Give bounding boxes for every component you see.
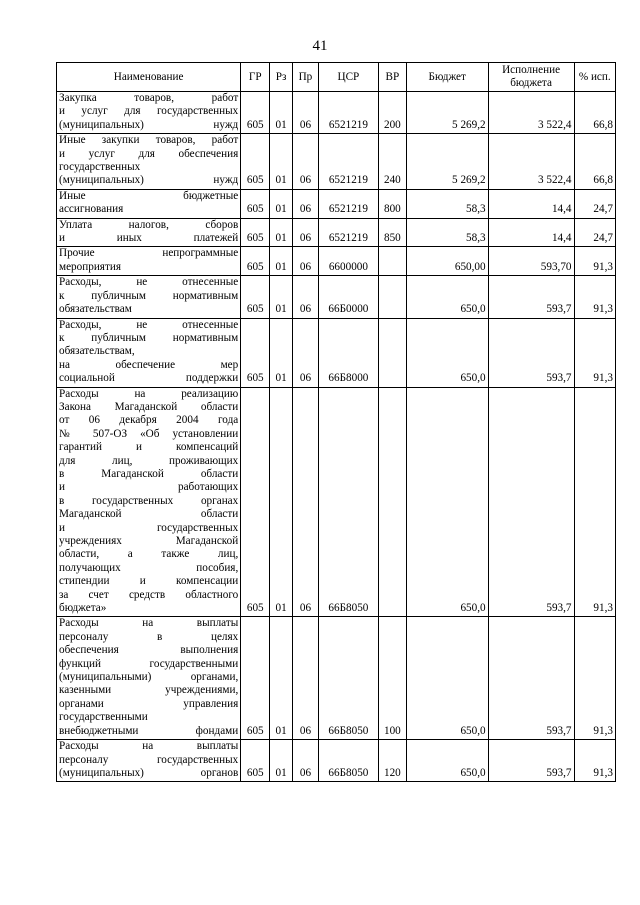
- name-line: персоналу государственных: [59, 753, 239, 766]
- execution-cell: 593,7: [488, 276, 574, 318]
- name-line: мероприятия: [59, 260, 121, 273]
- pr-cell: 06: [293, 318, 319, 387]
- rz-cell: 01: [270, 740, 293, 782]
- col-header-gr: ГР: [241, 63, 270, 92]
- name-line: государственных: [59, 161, 141, 174]
- rz-cell: 01: [270, 318, 293, 387]
- percent-cell: 91,3: [574, 276, 615, 318]
- name-line: обязательствам: [59, 303, 132, 316]
- name-line: Уплата налогов, сборов: [59, 218, 239, 231]
- name-line: за счет средств областного: [59, 588, 239, 601]
- budget-cell: 5 269,2: [406, 134, 488, 190]
- table-row: [57, 387, 616, 617]
- percent-cell: 24,7: [574, 218, 615, 247]
- execution-cell: 3 522,4: [488, 134, 574, 190]
- table-row: [57, 189, 616, 218]
- name-line: Магаданской области: [59, 508, 239, 521]
- name-line: от 06 декабря 2004 года: [59, 414, 239, 427]
- pr-cell: 06: [293, 134, 319, 190]
- percent-cell: 91,3: [574, 387, 615, 617]
- gr-cell: 605: [241, 387, 270, 617]
- csr-cell: 6521219: [318, 189, 378, 218]
- pr-cell: 06: [293, 387, 319, 617]
- rz-cell: 01: [270, 617, 293, 740]
- name-line: для лиц, проживающих: [59, 454, 239, 467]
- vr-cell: 120: [378, 740, 406, 782]
- csr-cell: 6600000: [318, 247, 378, 276]
- execution-cell: 593,70: [488, 247, 574, 276]
- name-line: и работающих: [59, 481, 239, 494]
- rz-cell: 01: [270, 276, 293, 318]
- percent-cell: 66,8: [574, 92, 615, 134]
- name-cell: [57, 276, 241, 318]
- vr-cell: [378, 276, 406, 318]
- name-line: (муниципальных) органов: [59, 766, 239, 779]
- pr-cell: 06: [293, 189, 319, 218]
- name-line: и государственных: [59, 521, 239, 534]
- name-line: бюджета»: [59, 602, 107, 615]
- name-line: Расходы на выплаты: [59, 617, 239, 630]
- execution-cell: 593,7: [488, 318, 574, 387]
- name-line: в государственных органах: [59, 494, 239, 507]
- name-line: области, а также лиц,: [59, 548, 239, 561]
- name-line: на обеспечение мер: [59, 358, 239, 371]
- name-line: и иных платежей: [59, 232, 239, 245]
- rz-cell: 01: [270, 247, 293, 276]
- gr-cell: 605: [241, 247, 270, 276]
- name-line: к публичным нормативным: [59, 289, 239, 302]
- csr-cell: 6521219: [318, 218, 378, 247]
- budget-cell: 650,00: [406, 247, 488, 276]
- name-line: Расходы, не отнесенные: [59, 318, 239, 331]
- rz-cell: 01: [270, 218, 293, 247]
- table-row: [57, 617, 616, 740]
- csr-cell: 66Б8050: [318, 387, 378, 617]
- name-cell: [57, 740, 241, 782]
- execution-cell: 14,4: [488, 189, 574, 218]
- vr-cell: [378, 247, 406, 276]
- gr-cell: 605: [241, 276, 270, 318]
- name-line: обеспечения выполнения: [59, 644, 239, 657]
- table-row: [57, 740, 616, 782]
- vr-cell: 800: [378, 189, 406, 218]
- gr-cell: 605: [241, 134, 270, 190]
- name-cell: [57, 134, 241, 190]
- csr-cell: 66Б0000: [318, 276, 378, 318]
- name-line: (муниципальных) нужд: [59, 174, 239, 187]
- budget-cell: 650,0: [406, 740, 488, 782]
- name-line: и услуг для обеспечения: [59, 147, 239, 160]
- table-row: [57, 218, 616, 247]
- budget-cell: 650,0: [406, 276, 488, 318]
- name-line: получающих пособия,: [59, 561, 239, 574]
- budget-table: [56, 62, 616, 782]
- name-line: (муниципальных) нужд: [59, 118, 239, 131]
- pr-cell: 06: [293, 617, 319, 740]
- budget-cell: 650,0: [406, 387, 488, 617]
- pr-cell: 06: [293, 92, 319, 134]
- rz-cell: 01: [270, 387, 293, 617]
- pr-cell: 06: [293, 740, 319, 782]
- csr-cell: 66Б8000: [318, 318, 378, 387]
- gr-cell: 605: [241, 92, 270, 134]
- col-header-vr: ВР: [378, 63, 406, 92]
- name-line: в Магаданской области: [59, 467, 239, 480]
- gr-cell: 605: [241, 318, 270, 387]
- pr-cell: 06: [293, 218, 319, 247]
- name-line: гарантий и компенсаций: [59, 441, 239, 454]
- name-line: и услуг для государственных: [59, 105, 239, 118]
- vr-cell: 200: [378, 92, 406, 134]
- name-cell: [57, 617, 241, 740]
- vr-cell: 100: [378, 617, 406, 740]
- budget-cell: 58,3: [406, 218, 488, 247]
- name-line: Иные бюджетные: [59, 189, 239, 202]
- header-row: [57, 63, 616, 92]
- table-row: [57, 134, 616, 190]
- name-line: № 507-ОЗ «Об установлении: [59, 427, 239, 440]
- col-header-rz: Рз: [270, 63, 293, 92]
- vr-cell: [378, 387, 406, 617]
- table-header: [57, 63, 616, 92]
- table-row: [57, 92, 616, 134]
- percent-cell: 91,3: [574, 247, 615, 276]
- gr-cell: 605: [241, 218, 270, 247]
- name-line: стипендии и компенсации: [59, 575, 239, 588]
- name-line: ассигнования: [59, 203, 124, 216]
- name-line: Закупка товаров, работ: [59, 92, 239, 104]
- table-row: [57, 247, 616, 276]
- name-line: социальной поддержки: [59, 372, 239, 385]
- name-line: государственными: [59, 711, 148, 724]
- percent-cell: 66,8: [574, 134, 615, 190]
- name-line: учреждениях Магаданской: [59, 535, 239, 547]
- name-line: обязательствам,: [59, 345, 135, 358]
- name-line: функций государственными: [59, 657, 239, 670]
- col-header-pr: Пр: [293, 63, 319, 92]
- budget-cell: 58,3: [406, 189, 488, 218]
- csr-cell: 6521219: [318, 92, 378, 134]
- name-cell: [57, 318, 241, 387]
- name-line: Расходы на выплаты: [59, 740, 239, 753]
- name-line: к публичным нормативным: [59, 331, 239, 344]
- name-line: Расходы, не отнесенные: [59, 276, 239, 289]
- rz-cell: 01: [270, 189, 293, 218]
- pr-cell: 06: [293, 247, 319, 276]
- execution-cell: 593,7: [488, 617, 574, 740]
- name-cell: [57, 247, 241, 276]
- gr-cell: 605: [241, 189, 270, 218]
- col-header-execution: Исполнение бюджета: [488, 63, 574, 92]
- budget-cell: 650,0: [406, 617, 488, 740]
- name-line: Расходы на реализацию: [59, 387, 239, 400]
- name-line: Иные закупки товаров, работ: [59, 134, 239, 147]
- name-line: органами управления: [59, 697, 239, 710]
- name-line: казенными учреждениями,: [59, 684, 239, 697]
- page-number: 41: [312, 38, 328, 54]
- name-line: Прочие непрограммные: [59, 247, 239, 260]
- gr-cell: 605: [241, 617, 270, 740]
- percent-cell: 91,3: [574, 617, 615, 740]
- percent-cell: 24,7: [574, 189, 615, 218]
- execution-cell: 3 522,4: [488, 92, 574, 134]
- execution-cell: 593,7: [488, 387, 574, 617]
- name-cell: [57, 92, 241, 134]
- name-line: внебюджетными фондами: [59, 724, 239, 737]
- rz-cell: 01: [270, 92, 293, 134]
- rz-cell: 01: [270, 134, 293, 190]
- col-header-name: Наименование: [57, 63, 241, 92]
- col-header-csr: ЦСР: [318, 63, 378, 92]
- table-row: [57, 276, 616, 318]
- execution-cell: 593,7: [488, 740, 574, 782]
- name-line: Закона Магаданской области: [59, 400, 239, 413]
- col-header-budget: Бюджет: [406, 63, 488, 92]
- execution-cell: 14,4: [488, 218, 574, 247]
- name-line: (муниципальными) органами,: [59, 671, 239, 684]
- table-row: [57, 318, 616, 387]
- budget-cell: 650,0: [406, 318, 488, 387]
- name-cell: [57, 387, 241, 617]
- col-header-percent: % исп.: [574, 63, 615, 92]
- vr-cell: 240: [378, 134, 406, 190]
- name-cell: [57, 218, 241, 247]
- percent-cell: 91,3: [574, 318, 615, 387]
- csr-cell: 6521219: [318, 134, 378, 190]
- table-body: [57, 92, 616, 782]
- budget-cell: 5 269,2: [406, 92, 488, 134]
- vr-cell: [378, 318, 406, 387]
- percent-cell: 91,3: [574, 740, 615, 782]
- vr-cell: 850: [378, 218, 406, 247]
- csr-cell: 66Б8050: [318, 740, 378, 782]
- pr-cell: 06: [293, 276, 319, 318]
- gr-cell: 605: [241, 740, 270, 782]
- name-line: персоналу в целях: [59, 630, 239, 643]
- csr-cell: 66Б8050: [318, 617, 378, 740]
- name-cell: [57, 189, 241, 218]
